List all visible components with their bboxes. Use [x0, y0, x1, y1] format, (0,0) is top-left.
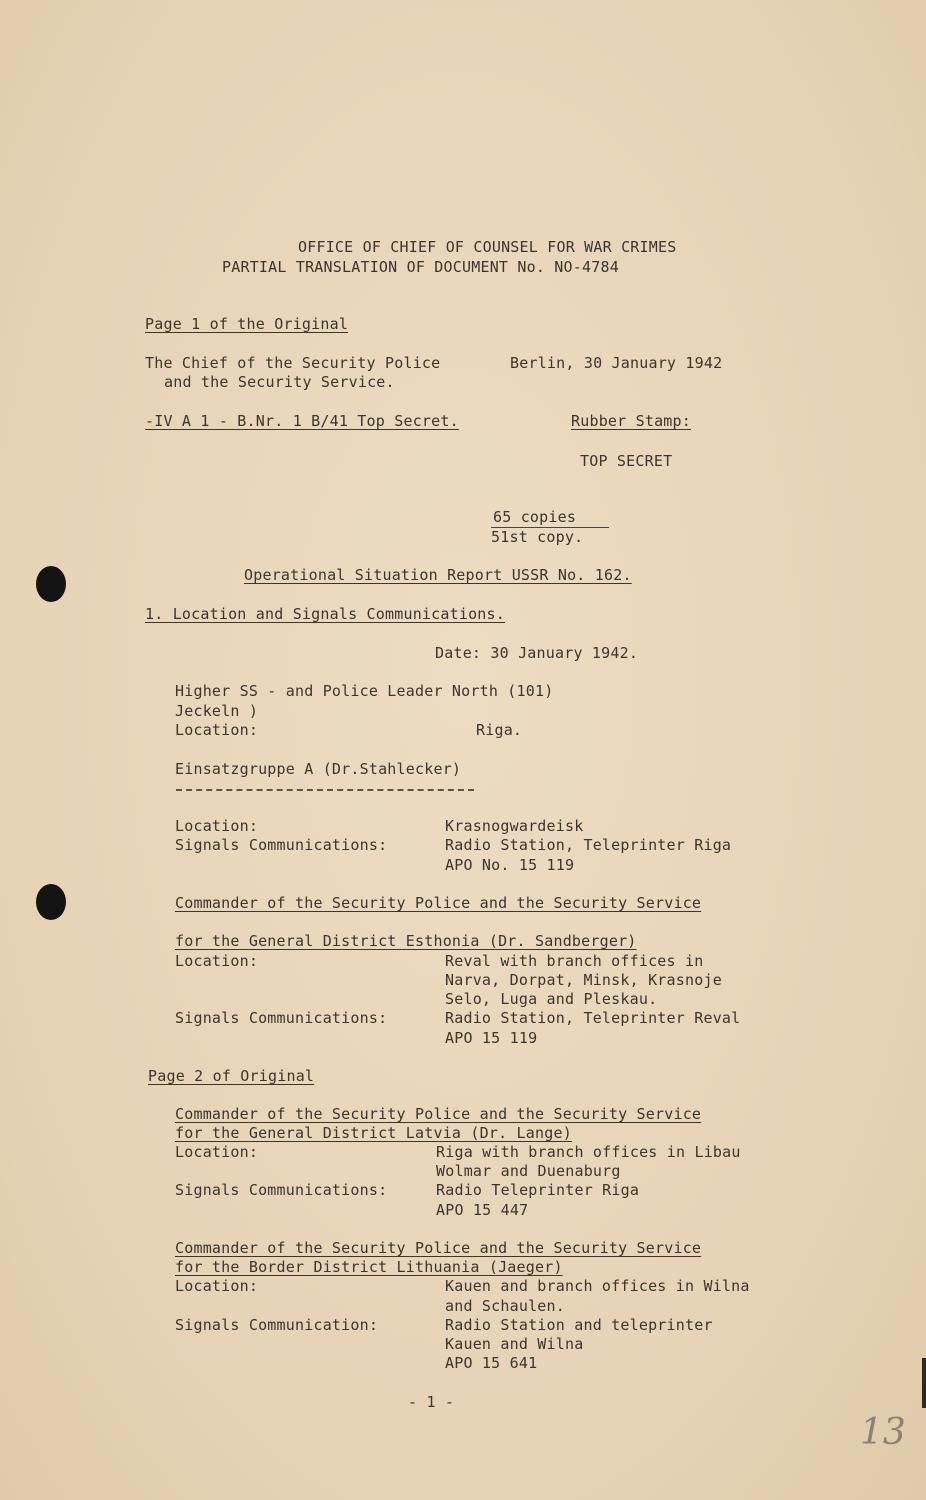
lithuania-location-label: Location:	[175, 1277, 259, 1295]
estonia-apo: APO 15 119	[445, 1029, 538, 1047]
report-title: Operational Situation Report USSR No. 162.	[244, 566, 632, 584]
lithuania-title-1: Commander of the Security Police and the Security Service	[175, 1239, 702, 1257]
hssp-location-value: Riga.	[476, 721, 523, 739]
page-1-label: Page 1 of the Original	[145, 315, 349, 333]
estonia-location-line-2: Narva, Dorpat, Minsk, Krasnoje	[445, 971, 722, 989]
latvia-apo: APO 15 447	[436, 1201, 529, 1219]
sender-line-1: The Chief of the Security Police	[145, 354, 441, 372]
page-number: - 1 -	[408, 1393, 455, 1411]
handwritten-page-number: 13	[860, 1412, 906, 1453]
lithuania-signals-label: Signals Communication:	[175, 1316, 379, 1334]
hssp-line-1: Higher SS - and Police Leader North (101)	[175, 682, 554, 700]
latvia-location-label: Location:	[175, 1143, 259, 1161]
page-2-label: Page 2 of Original	[148, 1067, 315, 1085]
page-edge-shadow	[922, 1358, 926, 1408]
rubber-stamp-label: Rubber Stamp:	[571, 412, 691, 430]
latvia-signals-label: Signals Communications:	[175, 1181, 388, 1199]
latvia-signals-value: Radio Teleprinter Riga	[436, 1181, 640, 1199]
place-date: Berlin, 30 January 1942	[510, 354, 723, 372]
einsatzgruppe-dashed-rule	[176, 789, 474, 791]
punch-hole-top	[36, 566, 66, 602]
latvia-title-1: Commander of the Security Police and the Security Service	[175, 1105, 702, 1123]
estonia-title-2: for the General District Esthonia (Dr. Sandberger)	[175, 932, 637, 950]
date-line: Date: 30 January 1942.	[435, 644, 639, 662]
hssp-location-label: Location:	[175, 721, 259, 739]
punch-hole-bottom	[36, 884, 66, 920]
header-line-1: OFFICE OF CHIEF OF COUNSEL FOR WAR CRIMES	[298, 238, 677, 256]
einsatzgruppe-apo: APO No. 15 119	[445, 856, 575, 874]
estonia-title-1: Commander of the Security Police and the Security Service	[175, 894, 702, 912]
reference-number: -IV A 1 - B.Nr. 1 B/41 Top Secret.	[145, 412, 459, 430]
sender-line-2: and the Security Service.	[164, 373, 395, 391]
header-line-2: PARTIAL TRANSLATION OF DOCUMENT No. NO-4784	[222, 258, 619, 276]
estonia-signals-value: Radio Station, Teleprinter Reval	[445, 1009, 741, 1027]
estonia-location-line-1: Reval with branch offices in	[445, 952, 704, 970]
lithuania-signals-line-2: Kauen and Wilna	[445, 1335, 584, 1353]
estonia-location-label: Location:	[175, 952, 259, 970]
copies-total: 65 copies	[493, 508, 577, 526]
latvia-location-line-2: Wolmar and Duenaburg	[436, 1162, 621, 1180]
estonia-location-line-3: Selo, Luga and Pleskau.	[445, 990, 658, 1008]
lithuania-signals-line-1: Radio Station and teleprinter	[445, 1316, 713, 1334]
lithuania-location-line-1: Kauen and branch offices in Wilna	[445, 1277, 750, 1295]
lithuania-title-2: for the Border District Lithuania (Jaeger)	[175, 1258, 563, 1276]
section-1-title: 1. Location and Signals Communications.	[145, 605, 505, 623]
einsatzgruppe-location-label: Location:	[175, 817, 259, 835]
lithuania-apo: APO 15 641	[445, 1354, 538, 1372]
lithuania-location-line-2: and Schaulen.	[445, 1297, 565, 1315]
einsatzgruppe-location-value: Krasnogwardeisk	[445, 817, 584, 835]
hssp-line-2: Jeckeln )	[175, 702, 259, 720]
latvia-location-line-1: Riga with branch offices in Libau	[436, 1143, 741, 1161]
copies-this: 51st copy.	[491, 528, 584, 546]
latvia-title-2: for the General District Latvia (Dr. Lange)	[175, 1124, 572, 1142]
einsatzgruppe-title: Einsatzgruppe A (Dr.Stahlecker)	[175, 760, 462, 778]
einsatzgruppe-signals-label: Signals Communications:	[175, 836, 388, 854]
einsatzgruppe-signals-value: Radio Station, Teleprinter Riga	[445, 836, 732, 854]
estonia-signals-label: Signals Communications:	[175, 1009, 388, 1027]
stamp-text: TOP SECRET	[580, 452, 673, 470]
